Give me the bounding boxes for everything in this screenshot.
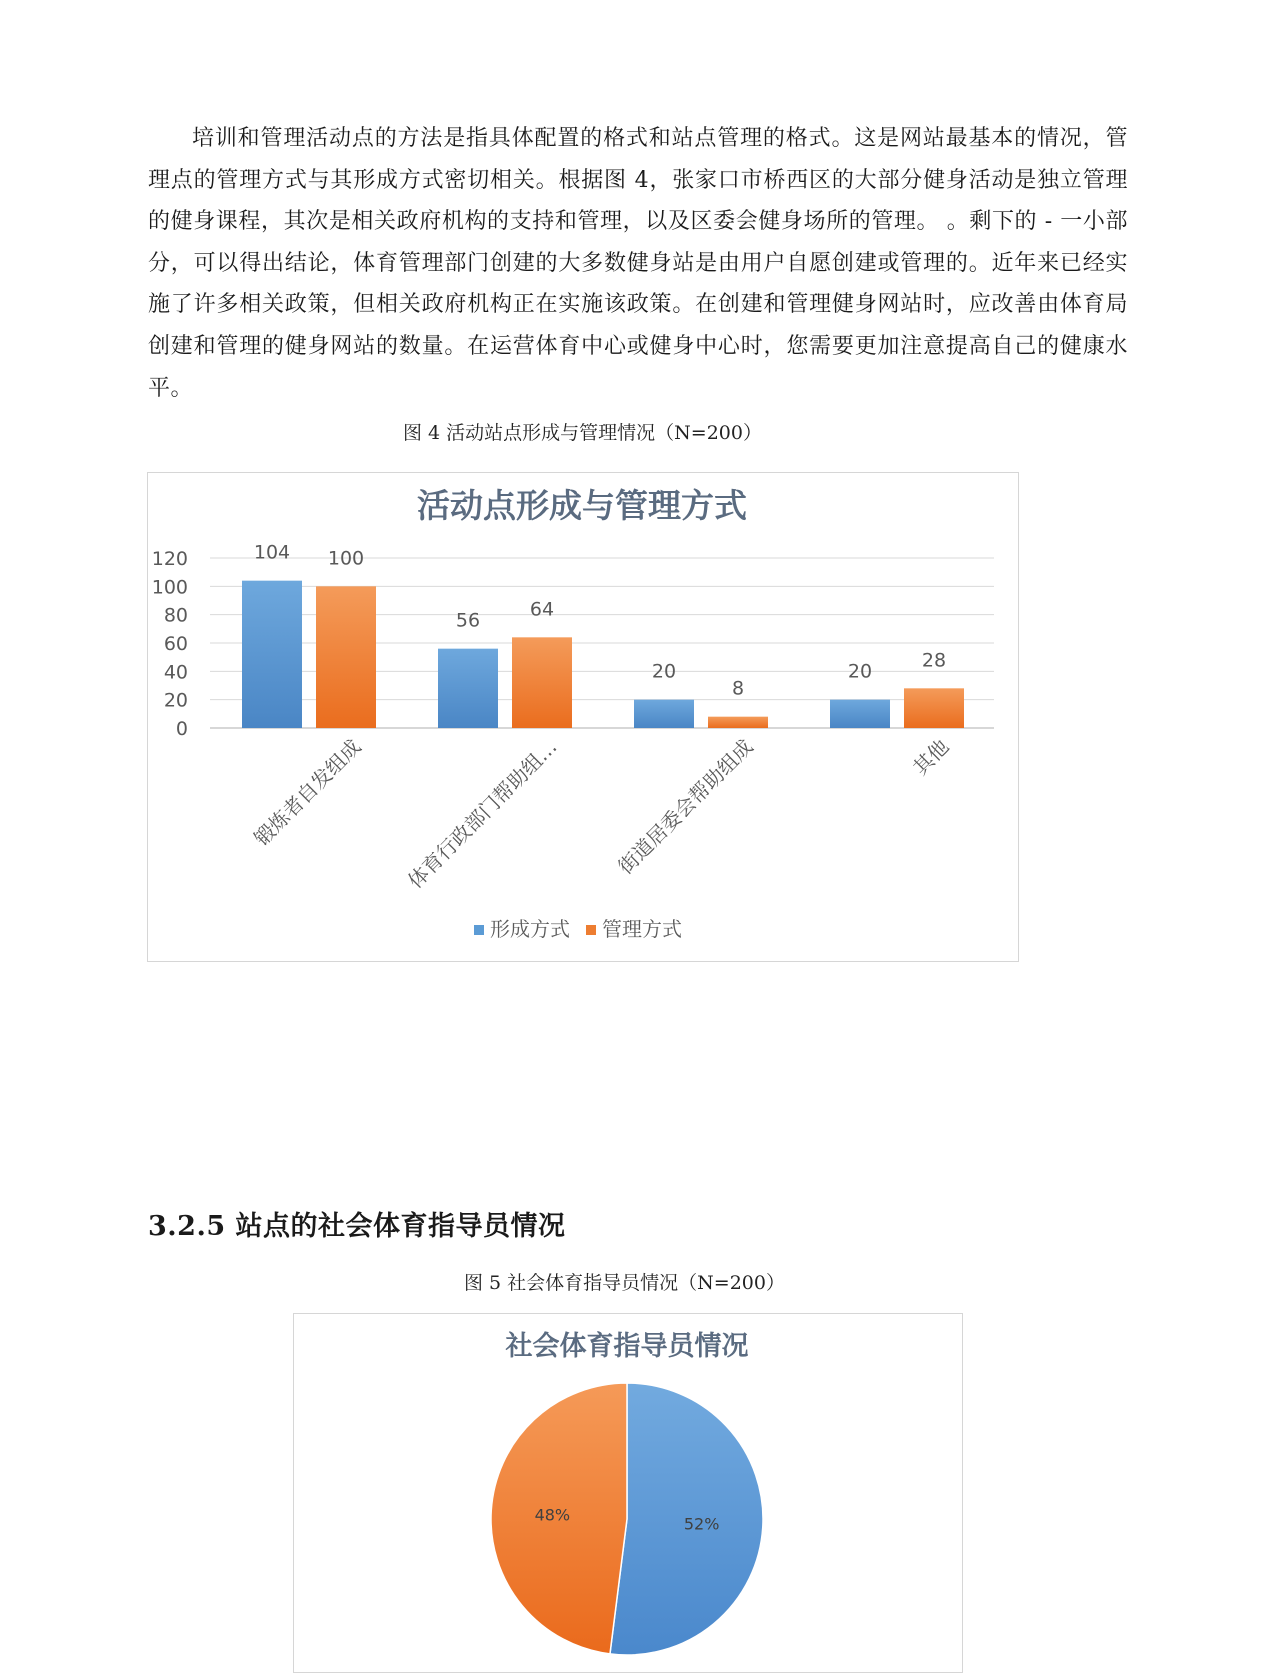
pie-chart	[294, 1314, 961, 1671]
pie-slice-label: 48%	[534, 1505, 571, 1525]
legend-swatch	[586, 925, 596, 935]
bar-formation	[242, 581, 302, 728]
bar-management	[512, 637, 572, 728]
bar-chart-frame	[147, 472, 1019, 962]
y-tick-label: 0	[175, 718, 188, 740]
bar-value-label: 28	[921, 649, 947, 672]
bar-management	[708, 717, 768, 728]
section-heading: 3.2.5 站点的社会体育指导员情况	[148, 1211, 566, 1242]
bar-value-label: 100	[327, 547, 365, 570]
bar-chart	[148, 473, 1017, 960]
bar-value-label: 56	[455, 609, 481, 632]
bar-management	[904, 688, 964, 728]
body-paragraph: 培训和管理活动点的方法是指具体配置的格式和站点管理的格式。这是网站最基本的情况，管理点的管理方式与其形成方式密切相关。根据图 4，张家口市桥西区的大部分健身活动是独立管理的健身课程，其次是相关政府机构的支持和管理，以及区委会健身场所的管理。 。剩下的 - 一小部分，可以得出结论，体育管理部门创建的大多数健身站是由用户自愿创建或管理的。近年来已经实施了许多相关政策，但相关政府机构正在实施该政策。在创建和管理健身网站时，应改善由体育局创建和管理的健身网站的数量。在运营体育中心或健身中心时，您需要更加注意提高自己的健康水平。	[148, 126, 1128, 401]
y-tick-label: 40	[163, 661, 188, 684]
bar-value-label: 104	[253, 541, 291, 564]
y-tick-label: 20	[163, 689, 188, 712]
bar-value-label: 8	[731, 677, 745, 700]
y-tick-label: 100	[151, 576, 188, 599]
bar-management	[316, 586, 376, 728]
x-category-label: 锻炼者自发组成	[249, 734, 366, 851]
legend-label: 管理方式	[602, 917, 682, 941]
y-tick-label: 60	[163, 633, 188, 655]
bar-chart-title: 活动点形成与管理方式	[417, 486, 747, 525]
x-category-label: 街道居委会帮助组成	[613, 734, 758, 879]
figure-4-caption: 图 4 活动站点形成与管理情况（N=200）	[403, 422, 762, 444]
legend-swatch	[474, 925, 484, 935]
bar-formation	[830, 700, 890, 728]
legend-label: 形成方式	[490, 917, 570, 941]
bar-formation	[634, 700, 694, 728]
x-category-label: 其他	[908, 734, 954, 780]
bar-value-label: 64	[529, 598, 555, 621]
bar-value-label: 20	[651, 660, 677, 683]
x-category-label: 体育行政部门帮助组…	[403, 734, 562, 893]
y-tick-label: 120	[151, 548, 188, 570]
bar-formation	[438, 649, 498, 728]
pie-slice-label: 52%	[683, 1514, 720, 1534]
pie-chart-title: 社会体育指导员情况	[505, 1331, 749, 1362]
bar-value-label: 20	[847, 660, 873, 683]
figure-5-caption: 图 5 社会体育指导员情况（N=200）	[464, 1272, 785, 1294]
y-tick-label: 80	[163, 604, 188, 627]
pie-chart-frame	[293, 1313, 963, 1673]
